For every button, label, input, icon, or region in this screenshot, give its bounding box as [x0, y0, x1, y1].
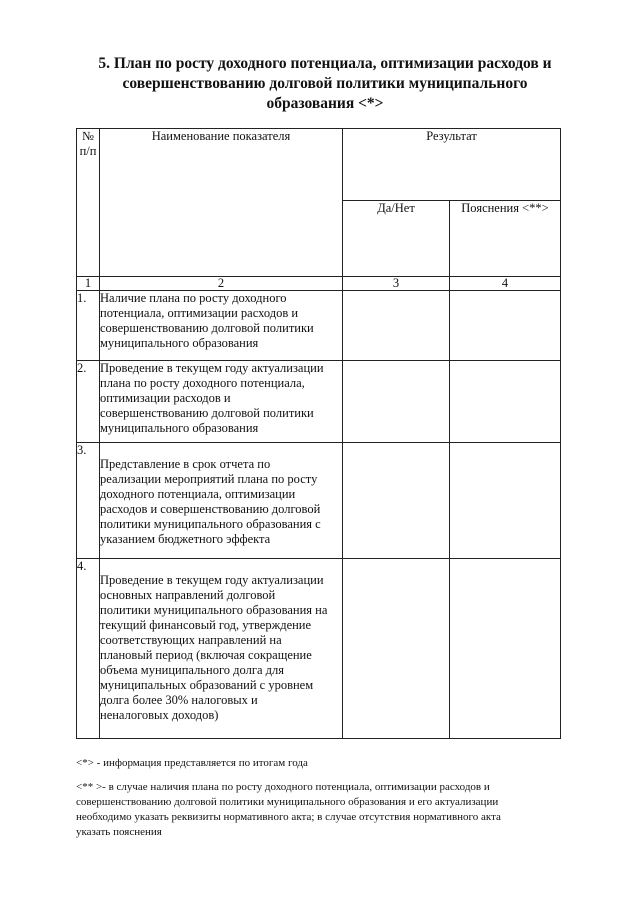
- indicator-name-line: Наличие плана по росту доходного: [100, 291, 287, 305]
- title-line: 5. План по росту доходного потенциала, оптимизации расходов и: [98, 55, 552, 72]
- indicator-name-line: потенциала, оптимизации расходов и: [100, 306, 299, 320]
- table-row: [77, 291, 561, 361]
- row-number: 1.: [77, 291, 100, 361]
- notes-cell[interactable]: [450, 443, 561, 559]
- row-number: 4.: [77, 559, 100, 739]
- header-number: [77, 129, 100, 277]
- indicator-name-line: совершенствованию долговой политики: [100, 321, 314, 335]
- indicator-name-line: Проведение в текущем году актуализации: [100, 573, 324, 587]
- notes-cell[interactable]: [450, 361, 561, 443]
- indicator-name-line: доходного потенциала, оптимизации: [100, 487, 296, 501]
- indicator-name: [100, 361, 343, 443]
- notes-cell[interactable]: [450, 291, 561, 361]
- indicator-name-line: долга более 30% налоговых и: [100, 693, 258, 707]
- indicator-name-line: Представление в срок отчета по: [100, 457, 271, 471]
- indicator-name-line: расходов и совершенствованию долговой: [100, 502, 321, 516]
- indicator-name: [100, 443, 343, 559]
- column-index: 1: [77, 277, 100, 291]
- yes-no-cell[interactable]: [343, 559, 450, 739]
- row-number: 3.: [77, 443, 100, 559]
- header-yes-no: Да/Нет: [343, 201, 450, 277]
- footnote-two-line: <** >- в случае наличия плана по росту доходного потенциала, оптимизации расходов и: [76, 781, 490, 793]
- row-number: 2.: [77, 361, 100, 443]
- indicator-name-line: муниципальных образований с уровнем: [100, 678, 314, 692]
- indicator-name: [100, 559, 343, 739]
- header-result: Результат: [343, 129, 561, 201]
- indicator-name: [100, 291, 343, 361]
- footnote-two-line: указать пояснения: [76, 826, 162, 838]
- indicator-name-line: совершенствованию долговой политики: [100, 406, 314, 420]
- plan-table: [76, 128, 561, 739]
- column-index-row: [77, 277, 561, 291]
- indicator-name-line: политики муниципального образования на: [100, 603, 328, 617]
- indicator-name-line: политики муниципального образования с: [100, 517, 321, 531]
- indicator-name-line: Проведение в текущем году актуализации: [100, 361, 324, 375]
- table-row: [77, 361, 561, 443]
- indicator-name-line: реализации мероприятий плана по росту: [100, 472, 318, 486]
- title-line: совершенствованию долговой политики муниципального: [122, 75, 528, 92]
- footnote-two: [76, 780, 576, 840]
- indicator-name-line: плановый период (включая сокращение: [100, 648, 312, 662]
- column-index: 4: [450, 277, 561, 291]
- indicator-name-line: указанием бюджетного эффекта: [100, 532, 271, 546]
- header-number-line: №: [82, 129, 94, 143]
- header-indicator-name: Наименование показателя: [100, 129, 343, 277]
- footnotes: [76, 756, 576, 840]
- indicator-name-line: муниципального образования: [100, 421, 259, 435]
- column-index: 2: [100, 277, 343, 291]
- indicator-name-line: неналоговых доходов): [100, 708, 219, 722]
- indicator-name-line: текущий финансовый год, утверждение: [100, 618, 312, 632]
- notes-cell[interactable]: [450, 559, 561, 739]
- indicator-name-line: основных направлений долговой: [100, 588, 276, 602]
- table-row: [77, 559, 561, 739]
- footnote-two-line: совершенствованию долговой политики муниципального образования и его актуализации: [76, 796, 499, 808]
- column-index: 3: [343, 277, 450, 291]
- header-number-line: п/п: [79, 144, 97, 158]
- yes-no-cell[interactable]: [343, 291, 450, 361]
- indicator-name-line: объема муниципального долга для: [100, 663, 284, 677]
- indicator-name-line: плана по росту доходного потенциала,: [100, 376, 305, 390]
- indicator-name-line: оптимизации расходов и: [100, 391, 231, 405]
- table-row: [77, 443, 561, 559]
- indicator-name-line: муниципального образования: [100, 336, 259, 350]
- header-notes: Пояснения <**>: [450, 201, 561, 277]
- footnote-two-line: необходимо указать реквизиты нормативного акта; в случае отсутствия нормативного акта: [76, 811, 501, 823]
- indicator-name-line: соответствующих направлений на: [100, 633, 282, 647]
- page-title: [60, 54, 590, 114]
- yes-no-cell[interactable]: [343, 443, 450, 559]
- title-line: образования <*>: [266, 95, 384, 112]
- yes-no-cell[interactable]: [343, 361, 450, 443]
- footnote-one: <*> - информация представляется по итогам года: [76, 757, 308, 769]
